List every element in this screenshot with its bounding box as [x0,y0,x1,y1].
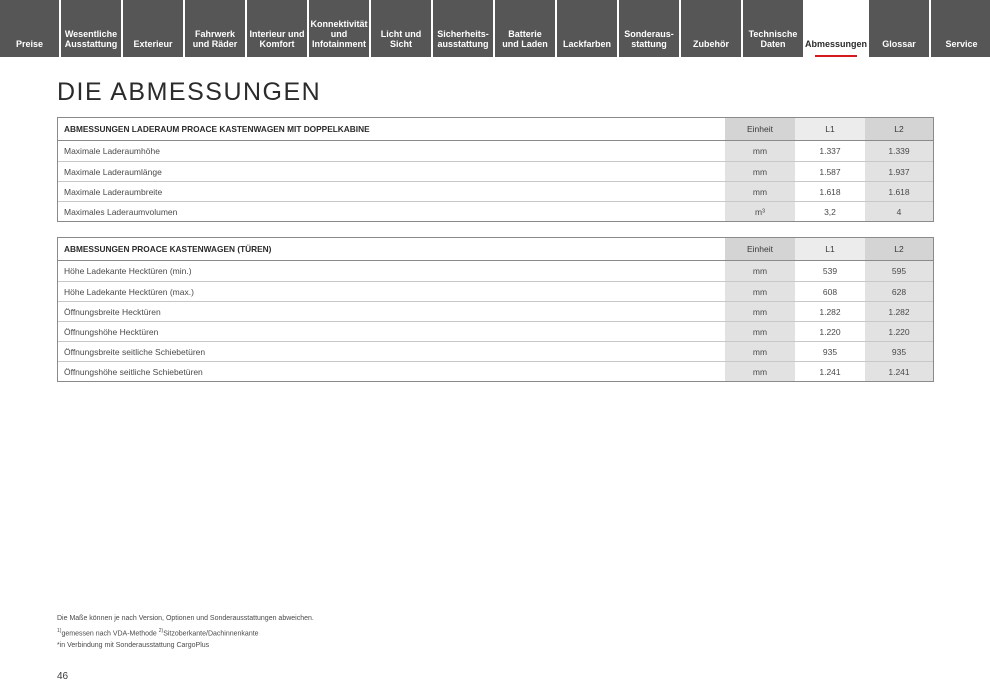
row-unit: mm [725,342,795,361]
row-value-l2: 935 [865,342,933,361]
row-value-l1: 3,2 [824,206,836,217]
table-row [58,261,933,281]
row-label: Maximale Laderaumbreite [64,186,163,197]
row-label: Öffnungsbreite seitliche Schiebetüren [64,346,206,357]
row-label: Höhe Ladekante Hecktüren (max.) [64,286,194,297]
nav-tab-fahrwerk-und-räder[interactable]: Fahrwerk und Räder [185,0,245,57]
table-row [58,201,933,221]
nav-tab-lackfarben[interactable]: Lackfarben [557,0,617,57]
row-label: Höhe Ladekante Hecktüren (min.) [64,266,192,276]
row-value-l2: 4 [865,202,933,221]
row-label: Maximales Laderaumvolumen [64,206,178,217]
table-row [58,181,933,201]
table-header [58,118,933,141]
nav-tab-service[interactable]: Service [931,0,990,57]
table-row [58,161,933,181]
row-value-l1: 1.282 [819,306,841,317]
row-value-l1: 1.337 [819,146,841,156]
nav-tab-interieur-und-komfort[interactable]: Interieur und Komfort [247,0,307,57]
top-navigation [0,0,990,57]
row-unit: mm [725,282,795,301]
row-value-l1: 1.618 [819,186,841,197]
row-unit: mm [725,162,795,181]
table-title: ABMESSUNGEN PROACE KASTENWAGEN (TÜREN) [64,244,272,254]
table-title: ABMESSUNGEN LADERAUM PROACE KASTENWAGEN MIT DOPPELKABINE [64,124,370,134]
nav-tab-sicherheits-ausstattung[interactable]: Sicherheits- ausstattung [433,0,493,57]
row-value-l1: 608 [822,286,838,297]
footnote-marker: 1) [57,628,62,634]
row-label: Öffnungshöhe Hecktüren [64,326,159,337]
page-title: DIE ABMESSUNGEN [57,78,322,106]
nav-tab-batterie-und-laden[interactable]: Batterie und Laden [495,0,555,57]
row-label: Öffnungshöhe seitliche Schiebetüren [64,366,203,377]
nav-tab-glossar[interactable]: Glossar [869,0,929,57]
nav-tab-zubehör[interactable]: Zubehör [681,0,741,57]
row-unit: m³ [725,202,795,221]
footnote-text: gemessen nach VDA-Methode [61,630,157,638]
footnotes [57,613,314,652]
column-header-unit: Einheit [725,238,795,260]
row-value-l1: 935 [822,346,838,357]
row-unit: mm [725,261,795,281]
row-value-l2: 1.241 [865,362,933,381]
page-number: 46 [57,671,69,682]
row-label: Maximale Laderaumhöhe [64,146,160,156]
column-header-unit: Einheit [725,118,795,140]
column-header-l1: L1 [795,238,865,260]
table-row [58,301,933,321]
door-dimensions-table [57,237,934,382]
row-unit: mm [725,141,795,161]
footnote-marker: 2) [158,628,164,634]
row-value-l2: 628 [865,282,933,301]
footnote-line: Die Maße können je nach Version, Optionen und Sonderausstattungen abweichen. [57,615,314,622]
row-unit: mm [725,182,795,201]
row-value-l2: 1.937 [865,162,933,181]
table-row [58,321,933,341]
row-unit: mm [725,362,795,381]
table-row [58,341,933,361]
row-value-l1: 1.587 [819,166,841,177]
table-row [58,141,933,161]
table-row [58,361,933,381]
row-value-l2: 1.618 [865,182,933,201]
row-unit: mm [725,302,795,321]
nav-tab-konnektivität-und-infotainment[interactable]: Konnektivität und Infotainment [309,0,369,57]
nav-tab-licht-und-sicht[interactable]: Licht und Sicht [371,0,431,57]
footnote-line: *in Verbindung mit Sonderausstattung CargoPlus [57,642,210,650]
footnote-line [57,625,314,640]
row-value-l2: 595 [865,261,933,281]
row-unit: mm [725,322,795,341]
nav-tab-preise[interactable]: Preise [0,0,59,57]
row-value-l1: 1.241 [819,366,841,377]
row-value-l2: 1.339 [865,141,933,161]
row-value-l1: 1.220 [819,326,841,337]
nav-tab-exterieur[interactable]: Exterieur [123,0,183,57]
cargo-dimensions-table [57,117,934,222]
row-label: Öffnungsbreite Hecktüren [64,306,161,317]
row-value-l2: 1.220 [865,322,933,341]
column-header-l2: L2 [865,118,933,140]
row-value-l2: 1.282 [865,302,933,321]
table-row [58,281,933,301]
nav-tab-abmessungen[interactable]: Abmessungen [805,0,867,57]
footnote-text: Sitzoberkante/Dachinnenkante [163,630,259,638]
table-header [58,238,933,261]
column-header-l2: L2 [865,238,933,260]
nav-tab-technische-daten[interactable]: Technische Daten [743,0,803,57]
nav-tab-wesentliche-ausstattung[interactable]: Wesentliche Ausstattung [61,0,121,57]
nav-tab-sonderaus-stattung[interactable]: Sonderaus- stattung [619,0,679,57]
row-value-l1: 539 [822,266,838,276]
row-label: Maximale Laderaumlänge [64,166,162,177]
column-header-l1: L1 [795,118,865,140]
